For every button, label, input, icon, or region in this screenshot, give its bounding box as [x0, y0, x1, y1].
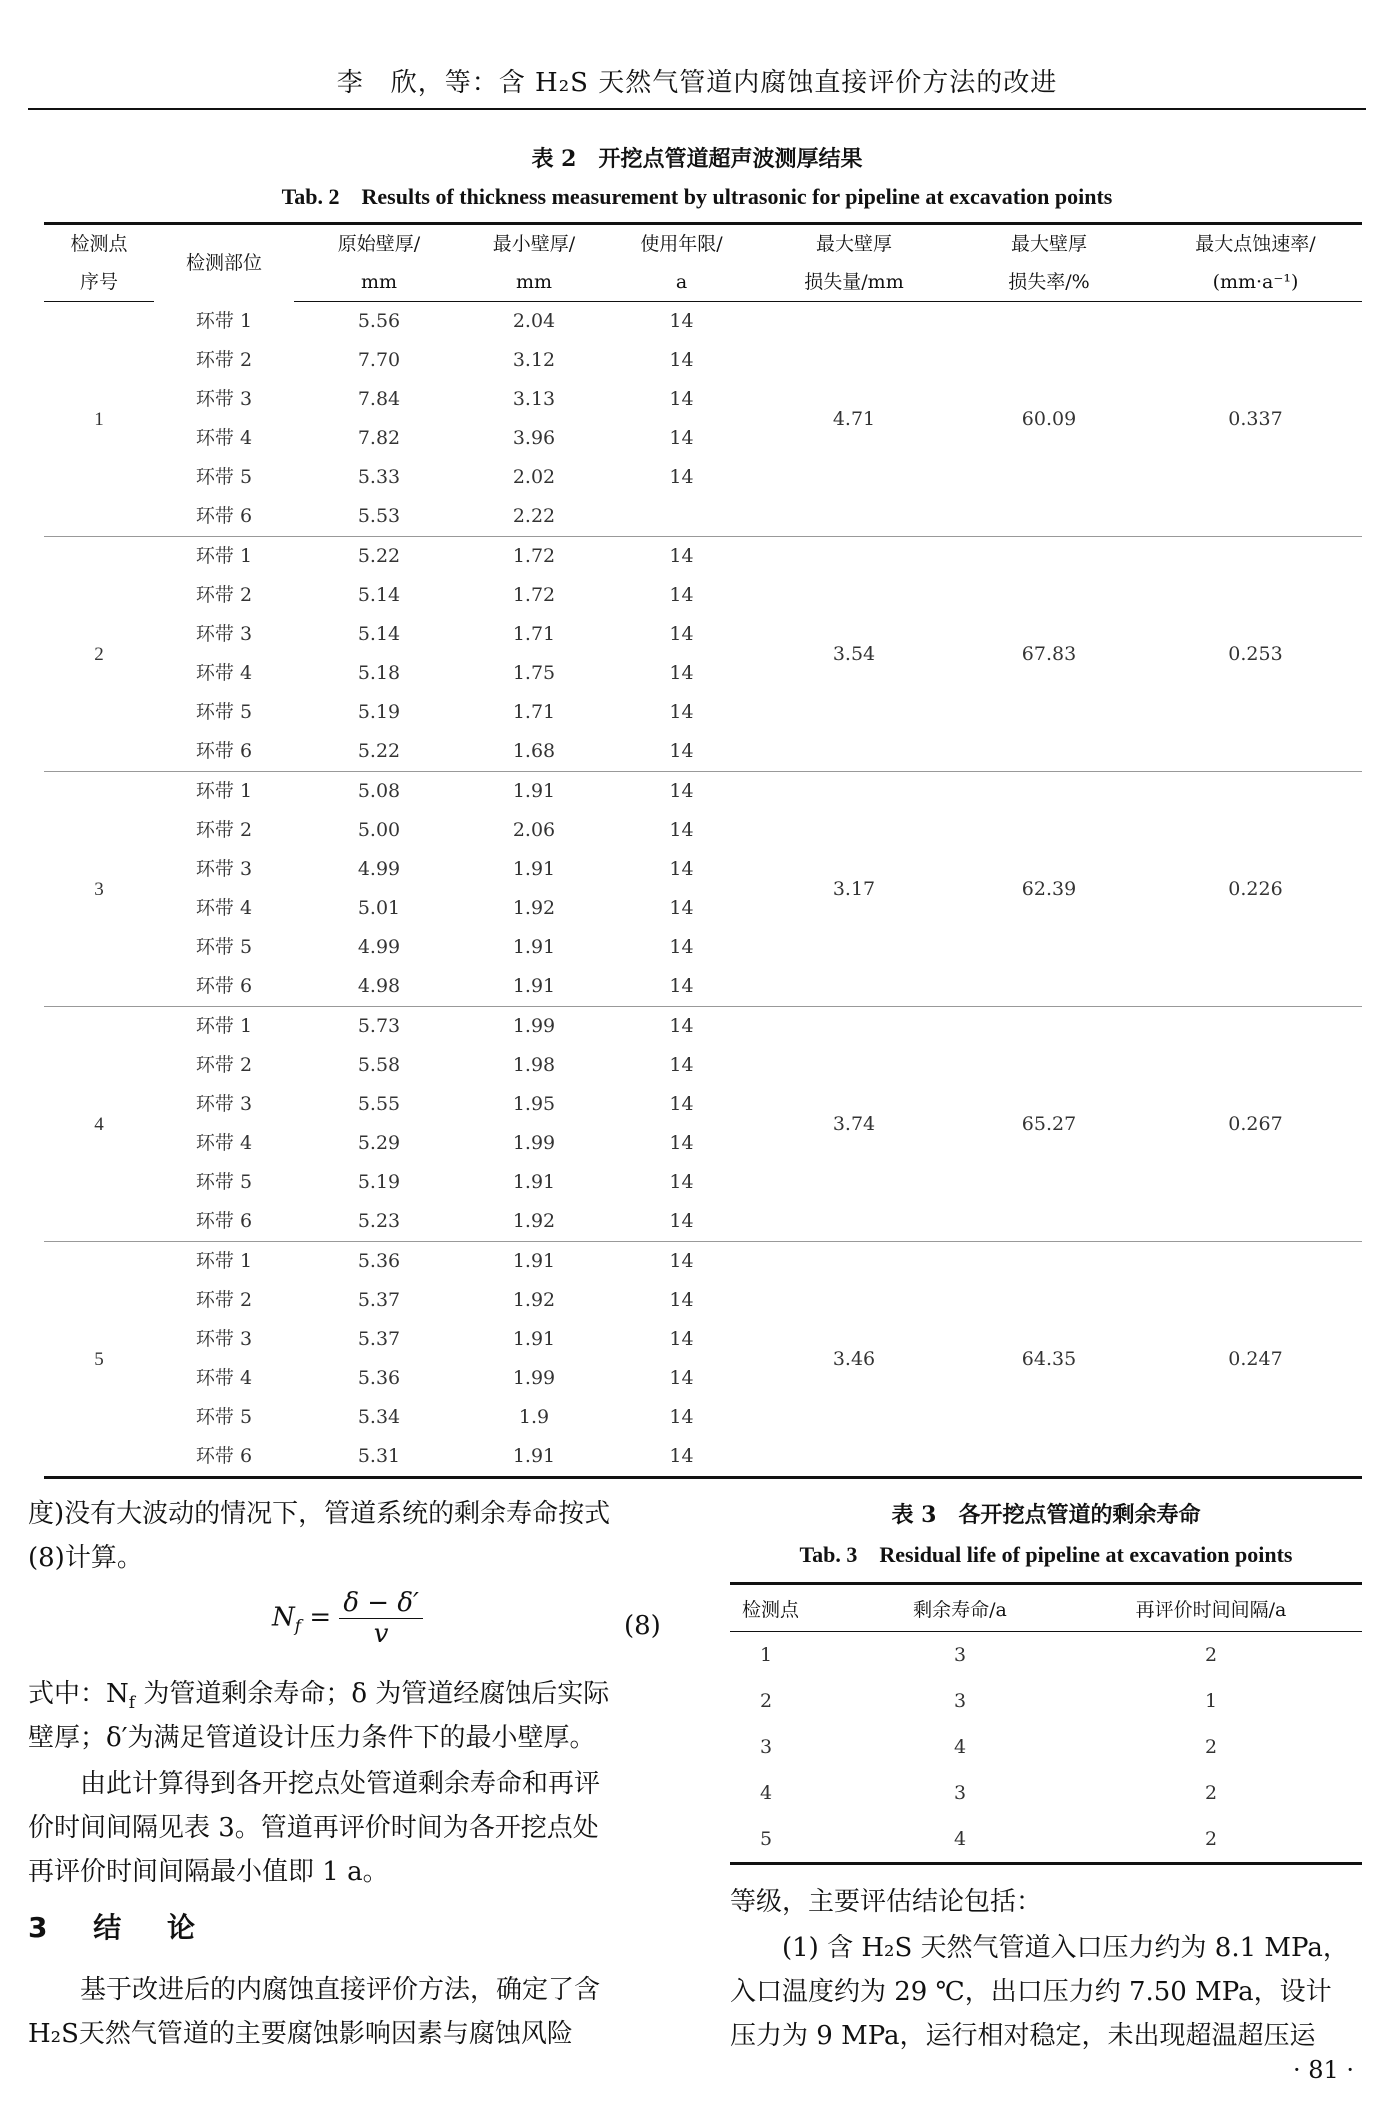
location-cell: 环带 1 [195, 545, 253, 567]
orig-thickness-cell: 5.73 [357, 1015, 401, 1037]
location-cell: 环带 4 [195, 1132, 253, 1154]
t3-interval-cell: 2 [1204, 1736, 1218, 1758]
th-years-top: 使用年限/ [604, 224, 759, 264]
t3-point-cell: 2 [760, 1690, 773, 1712]
t3-life-cell: 4 [860, 1816, 1060, 1864]
service-years-cell: 14 [669, 1328, 694, 1350]
orig-thickness-cell: 5.14 [357, 623, 401, 645]
point-number-cell: 2 [44, 537, 154, 772]
th-orig-top: 原始壁厚/ [294, 224, 464, 264]
max-loss-rate-cell: 60.09 [949, 302, 1149, 537]
t3-interval-cell: 2 [1204, 1644, 1218, 1666]
point-number-cell: 5 [44, 1242, 154, 1478]
table-row [44, 537, 1362, 577]
orig-thickness-cell: 4.99 [357, 858, 401, 880]
max-loss-cell: 4.71 [759, 302, 949, 537]
table-row [730, 1816, 1362, 1864]
table-row [44, 1242, 1362, 1282]
orig-thickness-cell: 7.70 [357, 349, 401, 371]
orig-thickness-cell: 4.98 [294, 967, 464, 1007]
service-years-cell: 14 [669, 1171, 694, 1193]
table2 [44, 222, 1362, 1479]
location-cell: 环带 3 [195, 858, 253, 880]
service-years-cell: 14 [604, 967, 759, 1007]
max-pit-rate-cell: 0.253 [1149, 537, 1362, 772]
location-cell: 环带 2 [195, 1054, 253, 1076]
location-cell: 环带 2 [195, 1289, 253, 1311]
location-cell: 环带 5 [195, 1171, 253, 1193]
orig-thickness-cell: 5.23 [294, 1202, 464, 1242]
min-thickness-cell: 1.75 [512, 662, 556, 684]
location-cell: 环带 6 [154, 497, 294, 537]
min-thickness-cell: 3.96 [512, 427, 556, 449]
t3-th-life: 剩余寿命/a [860, 1584, 1060, 1632]
t3-life-cell: 3 [953, 1690, 967, 1712]
max-pit-rate-cell: 0.247 [1149, 1242, 1362, 1478]
min-thickness-cell: 1.99 [512, 1015, 556, 1037]
service-years-cell: 14 [669, 1093, 694, 1115]
min-thickness-cell: 1.91 [512, 1171, 556, 1193]
orig-thickness-cell: 5.34 [357, 1406, 401, 1428]
service-years-cell [604, 497, 759, 537]
location-cell: 环带 1 [195, 1250, 253, 1272]
orig-thickness-cell: 5.37 [357, 1289, 401, 1311]
orig-thickness-cell: 5.22 [357, 545, 401, 567]
th-point-top: 检测点 [44, 224, 154, 264]
min-thickness-cell: 1.95 [512, 1093, 556, 1115]
th-min-top: 最小壁厚/ [464, 224, 604, 264]
table-row [730, 1678, 1362, 1724]
min-thickness-cell: 2.22 [464, 497, 604, 537]
location-cell: 环带 3 [195, 1328, 253, 1350]
orig-thickness-cell: 5.58 [357, 1054, 401, 1076]
location-cell: 环带 2 [195, 584, 253, 606]
th-orig-bot: mm [294, 263, 464, 302]
orig-thickness-cell: 5.31 [294, 1437, 464, 1478]
location-cell: 环带 4 [195, 427, 253, 449]
orig-thickness-cell: 5.36 [357, 1250, 401, 1272]
min-thickness-cell: 2.06 [512, 819, 556, 841]
max-pit-rate-cell: 0.226 [1149, 772, 1362, 1007]
table-row [44, 772, 1362, 812]
orig-thickness-cell: 5.53 [294, 497, 464, 537]
th-maxrate-bot: 损失率/% [949, 263, 1149, 302]
th-maxloss-top: 最大壁厚 [759, 224, 949, 264]
left-para3-line2: 价时间间隔见表 3。管道再评价时间为各开挖点处 [28, 1813, 599, 1843]
orig-thickness-cell: 5.14 [357, 584, 401, 606]
location-cell: 环带 6 [154, 967, 294, 1007]
left-para4-line1: 基于改进后的内腐蚀直接评价方法，确定了含 [28, 1975, 601, 2005]
location-cell: 环带 4 [195, 897, 253, 919]
t3-point-cell: 1 [760, 1644, 773, 1666]
formula-denominator: v [373, 1619, 389, 1649]
min-thickness-cell: 1.99 [512, 1367, 556, 1389]
location-cell: 环带 3 [195, 388, 253, 410]
th-corr-top: 最大点蚀速率/ [1149, 224, 1362, 264]
min-thickness-cell: 2.04 [512, 310, 556, 332]
service-years-cell: 14 [669, 1406, 694, 1428]
left-para2-sub: f [128, 1693, 136, 1714]
left-para1-line2: (8)计算。 [28, 1543, 143, 1573]
formula-lhs: N [272, 1602, 295, 1633]
min-thickness-cell: 3.13 [512, 388, 556, 410]
location-cell: 环带 3 [195, 1093, 253, 1115]
location-cell: 环带 2 [195, 819, 253, 841]
orig-thickness-cell: 5.55 [357, 1093, 401, 1115]
right-line1: 等级，主要评估结论包括： [730, 1887, 1043, 1917]
location-cell: 环带 4 [195, 1367, 253, 1389]
max-pit-rate-cell: 0.337 [1149, 302, 1362, 537]
min-thickness-cell: 1.91 [512, 858, 556, 880]
th-min-bot: mm [464, 263, 604, 302]
table-row [730, 1724, 1362, 1770]
service-years-cell: 14 [669, 310, 694, 332]
service-years-cell: 14 [669, 1054, 694, 1076]
orig-thickness-cell: 4.99 [357, 936, 401, 958]
service-years-cell: 14 [669, 936, 694, 958]
service-years-cell: 14 [669, 545, 694, 567]
location-cell: 环带 6 [154, 732, 294, 772]
location-cell: 环带 6 [154, 1202, 294, 1242]
table3-caption-en: Tab. 3 Residual life of pipeline at excavation points [799, 1542, 1293, 1567]
min-thickness-cell: 1.91 [464, 967, 604, 1007]
t3-life-cell: 3 [953, 1782, 967, 1804]
location-cell: 环带 1 [195, 1015, 253, 1037]
page-number: · 81 · [1292, 2056, 1354, 2084]
formula-eq: = [309, 1602, 332, 1633]
min-thickness-cell: 1.91 [512, 1328, 556, 1350]
max-loss-rate-cell: 64.35 [949, 1242, 1149, 1478]
th-location: 检测部位 [154, 224, 294, 302]
formula-fraction [339, 1588, 423, 1649]
service-years-cell: 14 [669, 1132, 694, 1154]
th-point-bot: 序号 [44, 263, 154, 302]
service-years-cell: 14 [604, 732, 759, 772]
service-years-cell: 14 [669, 1250, 694, 1272]
service-years-cell: 14 [669, 1289, 694, 1311]
location-cell: 环带 1 [195, 780, 253, 802]
min-thickness-cell: 1.91 [464, 1437, 604, 1478]
location-cell: 环带 5 [195, 701, 253, 723]
orig-thickness-cell: 5.22 [294, 732, 464, 772]
left-para2-line1-a: 式中：N [28, 1679, 129, 1709]
orig-thickness-cell: 5.56 [357, 310, 401, 332]
formula-8 [272, 1588, 423, 1649]
orig-thickness-cell: 5.01 [357, 897, 401, 919]
header-rule [28, 108, 1366, 110]
table2-caption-cn: 表 2 开挖点管道超声波测厚结果 [531, 146, 863, 172]
service-years-cell: 14 [604, 1202, 759, 1242]
table-row [730, 1770, 1362, 1816]
t3-interval-cell: 2 [1060, 1816, 1362, 1864]
min-thickness-cell: 1.91 [512, 936, 556, 958]
min-thickness-cell: 2.02 [512, 466, 556, 488]
left-para2-line2: 壁厚；δ′为满足管道设计压力条件下的最小壁厚。 [28, 1723, 596, 1753]
left-para2-line1-b: 为管道剩余寿命；δ 为管道经腐蚀后实际 [135, 1679, 610, 1709]
orig-thickness-cell: 5.37 [357, 1328, 401, 1350]
right-line2: (1) 含 H₂S 天然气管道入口压力约为 8.1 MPa， [730, 1933, 1349, 1963]
t3-point-cell: 3 [760, 1736, 773, 1758]
service-years-cell: 14 [669, 662, 694, 684]
t3-life-cell: 3 [953, 1644, 967, 1666]
right-line3: 入口温度约为 29 ℃，出口压力约 7.50 MPa，设计 [730, 1977, 1332, 2007]
orig-thickness-cell: 5.29 [357, 1132, 401, 1154]
service-years-cell: 14 [669, 780, 694, 802]
max-loss-cell: 3.46 [759, 1242, 949, 1478]
max-loss-cell: 3.17 [759, 772, 949, 1007]
location-cell: 环带 5 [195, 466, 253, 488]
left-para4-line2: H₂S天然气管道的主要腐蚀影响因素与腐蚀风险 [28, 2019, 573, 2049]
orig-thickness-cell: 5.33 [357, 466, 401, 488]
service-years-cell: 14 [669, 623, 694, 645]
table-row [44, 302, 1362, 342]
location-cell: 环带 6 [154, 1437, 294, 1478]
min-thickness-cell: 1.68 [464, 732, 604, 772]
t3-life-cell: 4 [953, 1736, 967, 1758]
t3-point-cell: 5 [730, 1816, 860, 1864]
orig-thickness-cell: 5.18 [357, 662, 401, 684]
th-corr-bot: (mm·a⁻¹) [1149, 263, 1362, 302]
orig-thickness-cell: 5.19 [357, 701, 401, 723]
service-years-cell: 14 [669, 819, 694, 841]
location-cell: 环带 5 [195, 1406, 253, 1428]
location-cell: 环带 1 [195, 309, 253, 332]
max-loss-rate-cell: 65.27 [949, 1007, 1149, 1242]
formula-sub: f [294, 1616, 302, 1637]
service-years-cell: 14 [669, 427, 694, 449]
t3-th-interval: 再评价时间间隔/a [1060, 1584, 1362, 1632]
table-row [44, 1007, 1362, 1047]
t3-interval-cell: 1 [1204, 1690, 1218, 1712]
table2-caption-en: Tab. 2 Results of thickness measurement by ultrasonic for pipeline at excavation points [281, 184, 1113, 209]
service-years-cell: 14 [669, 388, 694, 410]
formula-numerator: δ − δ′ [339, 1588, 423, 1619]
service-years-cell: 14 [669, 1015, 694, 1037]
point-number-cell: 4 [44, 1007, 154, 1242]
min-thickness-cell: 1.92 [512, 897, 556, 919]
orig-thickness-cell: 5.00 [357, 819, 401, 841]
location-cell: 环带 5 [195, 936, 253, 958]
t3-point-cell: 4 [760, 1782, 773, 1804]
location-cell: 环带 4 [195, 662, 253, 684]
orig-thickness-cell: 7.82 [357, 427, 401, 449]
table2-body [44, 302, 1362, 1478]
left-para3-line3: 再评价时间间隔最小值即 1 a。 [28, 1857, 389, 1887]
service-years-cell: 14 [669, 349, 694, 371]
right-line4: 压力为 9 MPa，运行相对稳定，未出现超温超压运 [730, 2021, 1316, 2051]
running-header: 李 欣，等：含 H₂S 天然气管道内腐蚀直接评价方法的改进 [336, 68, 1058, 98]
left-para3-line1: 由此计算得到各开挖点处管道剩余寿命和再评 [28, 1769, 601, 1799]
location-cell: 环带 3 [195, 623, 253, 645]
table3-caption-cn: 表 3 各开挖点管道的剩余寿命 [891, 1502, 1201, 1528]
service-years-cell: 14 [669, 584, 694, 606]
th-maxrate-top: 最大壁厚 [949, 224, 1149, 264]
t3-interval-cell: 2 [1204, 1782, 1218, 1804]
min-thickness-cell: 1.71 [512, 701, 556, 723]
point-number-cell: 1 [44, 302, 154, 537]
orig-thickness-cell: 7.84 [357, 388, 401, 410]
orig-thickness-cell: 5.19 [357, 1171, 401, 1193]
location-cell: 环带 2 [195, 349, 253, 371]
table3 [730, 1582, 1362, 1865]
max-loss-cell: 3.54 [759, 537, 949, 772]
t3-th-point: 检测点 [730, 1584, 860, 1632]
min-thickness-cell: 1.99 [512, 1132, 556, 1154]
left-para1-line1: 度)没有大波动的情况下，管道系统的剩余寿命按式 [28, 1499, 611, 1529]
max-pit-rate-cell: 0.267 [1149, 1007, 1362, 1242]
service-years-cell: 14 [669, 1367, 694, 1389]
service-years-cell: 14 [669, 858, 694, 880]
service-years-cell: 14 [604, 1437, 759, 1478]
min-thickness-cell: 1.72 [512, 545, 556, 567]
service-years-cell: 14 [669, 897, 694, 919]
table-row [730, 1632, 1362, 1679]
max-loss-cell: 3.74 [759, 1007, 949, 1242]
min-thickness-cell: 1.72 [512, 584, 556, 606]
max-loss-rate-cell: 62.39 [949, 772, 1149, 1007]
min-thickness-cell: 1.92 [464, 1202, 604, 1242]
min-thickness-cell: 1.92 [512, 1289, 556, 1311]
min-thickness-cell: 1.91 [512, 780, 556, 802]
min-thickness-cell: 3.12 [512, 349, 556, 371]
th-maxloss-bot: 损失量/mm [759, 263, 949, 302]
formula-tag: (8) [624, 1611, 661, 1641]
section-heading: 3 结 论 [28, 1911, 213, 1944]
min-thickness-cell: 1.98 [512, 1054, 556, 1076]
max-loss-rate-cell: 67.83 [949, 537, 1149, 772]
service-years-cell: 14 [669, 701, 694, 723]
service-years-cell: 14 [669, 466, 694, 488]
min-thickness-cell: 1.91 [512, 1250, 556, 1272]
min-thickness-cell: 1.71 [512, 623, 556, 645]
th-years-bot: a [604, 263, 759, 302]
table3-body [730, 1632, 1362, 1864]
orig-thickness-cell: 5.08 [357, 780, 401, 802]
point-number-cell: 3 [44, 772, 154, 1007]
min-thickness-cell: 1.9 [518, 1406, 550, 1428]
orig-thickness-cell: 5.36 [357, 1367, 401, 1389]
